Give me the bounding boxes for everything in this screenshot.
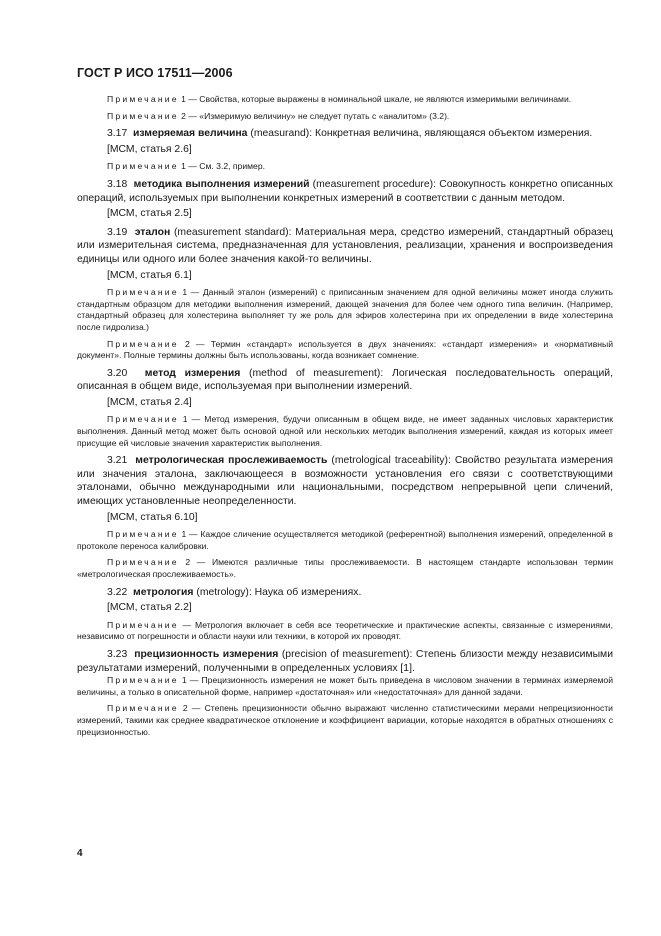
note-number: 1 [178, 675, 187, 686]
note-paragraph [77, 703, 613, 738]
note-number: 1 [178, 287, 188, 298]
note-number: 2 [178, 557, 191, 568]
definition-paragraph [77, 178, 613, 205]
defined-term: измеряемая величина [133, 128, 248, 140]
defined-term: метрологическая прослеживаемость [135, 455, 328, 467]
definition-text: (metrological traceability): Свойство результата измерения или значения эталона, заключающееся в возможности установления его связи с соответствующими эталонами, обычно международными или национальными, посредством непрерывной цепи сличений, имеющих установленные неопределенности. [77, 455, 613, 508]
note-paragraph [77, 111, 613, 123]
clause-number: 3.17 [107, 128, 128, 140]
definition-text: (precision of measurement): Степень близости между независимыми результатами измерений, полученными в определенных условиях [1]. [77, 648, 614, 674]
note-number: 2 [178, 110, 186, 121]
defined-term: прецизионность измерения [134, 648, 279, 660]
note-label: Примечание [107, 287, 179, 298]
source-reference: [МСМ, статья 2.4] [107, 396, 192, 408]
note-number: 1 [178, 414, 188, 425]
note-text: — Данный эталон (измерений) с приписанным значением для одной величины может иногда служить стандартным образцом для методики выполнения измерений, дающей значения для более чем одного типа величин. (Например, стандартный образец для холестерина выполняет ту же роль для эфиров холестерина при их определении в виде холестерина после гидролиза.) [77, 287, 613, 332]
source-reference: [МСМ, статья 6.10] [107, 511, 198, 523]
defined-term: метод измерения [144, 367, 241, 379]
definition-text: (measurement standard): Материальная мера, средство измерений, стандартный образец или измерительная система, предназначенная для установления, реализации, хранения и воспроизведения единицы или одного или более значения какой-то величины. [77, 226, 613, 265]
defined-term: методика выполнения измерений [133, 178, 310, 190]
note-label: Примечание [107, 161, 179, 172]
note-label: Примечание [107, 529, 179, 540]
definition-paragraph [77, 586, 613, 600]
source-reference: [МСМ, статья 2.6] [107, 143, 192, 155]
clause-number: 3.23 [107, 648, 128, 660]
note-paragraph [77, 529, 613, 552]
note-text: — См. 3.2, пример. [185, 161, 265, 172]
note-label: Примечание [107, 619, 179, 630]
note-label: Примечание [107, 338, 179, 349]
clause-number: 3.22 [107, 586, 128, 598]
note-text: — Термин «стандарт» используется в двух значениях: «стандарт измерения» и «нормативный документ». Полные термины должны быть использованы, когда возникает сомнение. [77, 338, 613, 361]
note-label: Примечание [107, 557, 179, 568]
note-label: Примечание [107, 675, 179, 686]
note-paragraph [77, 287, 613, 333]
clause-number: 3.20 [107, 367, 128, 379]
clause-number: 3.21 [107, 455, 128, 467]
definition-paragraph [77, 648, 613, 675]
note-text: — Имеются различные типы прослеживаемости. В настоящем стандарте использован термин «метрологическая прослеживаемость». [77, 557, 613, 579]
note-number: 1 [178, 94, 186, 104]
definition-text: (measurement procedure): Совокупность конкретно описанных операций, используемых при выполнении конкретных измерений в соответствии с данным методом. [77, 178, 613, 204]
note-text: — Прецизионность измерения не может быть приведена в числовом значении в терминах измеряемой величины, а только в описательной форме, например «достаточная» или «недостаточная» для данной задачи. [77, 675, 613, 697]
note-number: 2 [178, 703, 188, 714]
definition-text: (method of measurement): Логическая последовательность операций, описанная в общем виде, используемая при выполнении измерений. [77, 367, 613, 393]
note-text: — Метод измерения, будучи описанным в общем виде, не имеет заданных числовых характеристик выполнения. Данный метод может быть основой одной или нескольких методик выполнения измерений, каждая из которых имеет присущие ей числовые значения характеристик выполнения. [77, 414, 613, 448]
note-text: — Степень прецизионности обычно выражают численно статистическими мерами непрецизионности измерений, такими как среднее квадратическое отклонение и коэффициент вариации, которые находятся в обратных отношениях с прецизионностью. [77, 703, 613, 737]
note-paragraph [77, 414, 613, 449]
clause-number: 3.19 [107, 226, 128, 238]
note-text: — Метрология включает в себя все теоретические и практические аспекты, связанные с измерениями, независимо от погрешности и области науки или техники, в которой их проводят. [77, 619, 613, 642]
note-paragraph [77, 161, 613, 173]
defined-term: метрология [133, 586, 194, 598]
definition-paragraph [77, 367, 613, 394]
source-reference: [МСМ, статья 2.2] [107, 602, 192, 614]
note-paragraph [77, 339, 613, 362]
note-label: Примечание [107, 94, 179, 104]
note-label: Примечание [107, 110, 179, 121]
note-number: 1 [178, 161, 186, 172]
note-paragraph [77, 675, 613, 698]
document-body [77, 94, 613, 743]
definition-text: (measurand): Конкретная величина, являющаяся объектом измерения. [247, 128, 593, 140]
document-header: ГОСТ Р ИСО 17511—2006 [77, 66, 233, 80]
source-reference: [МСМ, статья 2.5] [107, 208, 192, 220]
note-text: — Свойства, которые выражены в номинальной шкале, не являются измеримыми величинами. [185, 94, 572, 104]
clause-number: 3.18 [107, 178, 128, 190]
note-paragraph [77, 620, 613, 643]
definition-text: (metrology): Наука об измерениях. [193, 586, 362, 598]
definition-paragraph [77, 226, 613, 267]
definition-paragraph [77, 127, 613, 141]
note-text: — «Измеримую величину» не следует путать с «аналитом» (3.2). [185, 110, 450, 121]
defined-term: эталон [134, 226, 171, 238]
note-text: — Каждое сличение осуществляется методикой (референтной) выполнения измерений, определенной в протоколе переноса калибровки. [77, 529, 613, 551]
source-reference: [МСМ, статья 6.1] [107, 269, 192, 281]
note-paragraph [77, 94, 613, 106]
note-number: 2 [178, 338, 190, 349]
note-label: Примечание [107, 414, 179, 425]
note-label: Примечание [107, 703, 179, 714]
page-number: 4 [77, 848, 83, 859]
note-number: 1 [178, 529, 187, 540]
definition-paragraph [77, 454, 613, 508]
note-paragraph [77, 557, 613, 580]
